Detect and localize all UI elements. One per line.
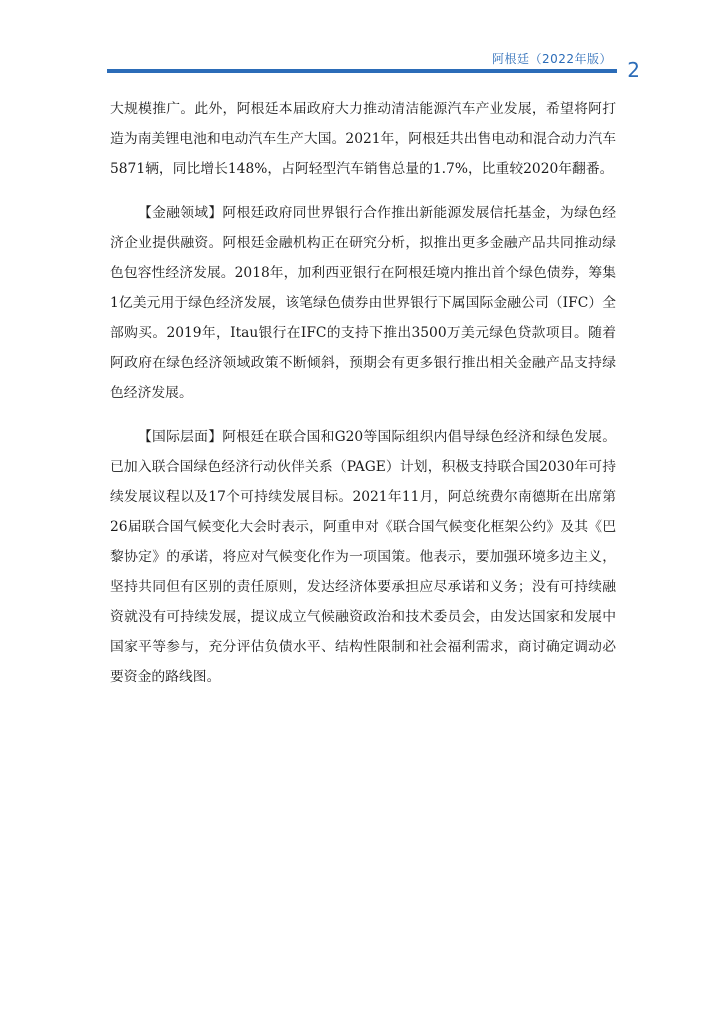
paragraph-continuation: 大规模推广。此外，阿根廷本届政府大力推动清洁能源汽车产业发展，希望将阿打造为南美锂电池和电动汽车生产大国。2021年，阿根廷共出售电动和混合动力汽车5871辆，同比增长148%，占阿轻型汽车销售总量的1.7%，比重较2020年翻番。 — [110, 101, 616, 177]
paragraph-international: 【国际层面】阿根廷在联合国和G20等国际组织内倡导绿色经济和绿色发展。已加入联合国绿色经济行动伙伴关系（PAGE）计划，积极支持联合国2030年可持续发展议程以及17个可持续发展目标。2021年11月，阿总统费尔南德斯在出席第26届联合国气候变化大会时表示，阿重申对《联合国气候变化框架公约》及其《巴黎协定》的承诺，将应对气候变化作为一项国策。他表示，要加强环境多边主义，坚持共同但有区别的责任原则，发达经济体要承担应尽承诺和义务；没有可持续融资就没有可持续发展，提议成立气候融资政治和技术委员会，由发达国家和发展中国家平等参与，充分评估负债水平、结构性限制和社会福利需求，商讨确定调动必要资金的路线图。 — [110, 429, 616, 685]
page-number: 2 — [627, 58, 640, 82]
paragraph-finance: 【金融领域】阿根廷政府同世界银行合作推出新能源发展信托基金，为绿色经济企业提供融资。阿根廷金融机构正在研究分析，拟推出更多金融产品共同推动绿色包容性经济发展。2018年，加利西亚银行在阿根廷境内推出首个绿色债券，筹集1亿美元用于绿色经济发展，该笔绿色债券由世界银行下属国际金融公司（IFC）全部购买。2019年，Itau银行在IFC的支持下推出3500万美元绿色贷款项目。随着阿政府在绿色经济领域政策不断倾斜，预期会有更多银行推出相关金融产品支持绿色经济发展。 — [110, 205, 616, 401]
header-rule — [107, 69, 617, 73]
running-header-title: 阿根廷（2022年版） — [491, 52, 612, 66]
body-text — [110, 94, 616, 706]
